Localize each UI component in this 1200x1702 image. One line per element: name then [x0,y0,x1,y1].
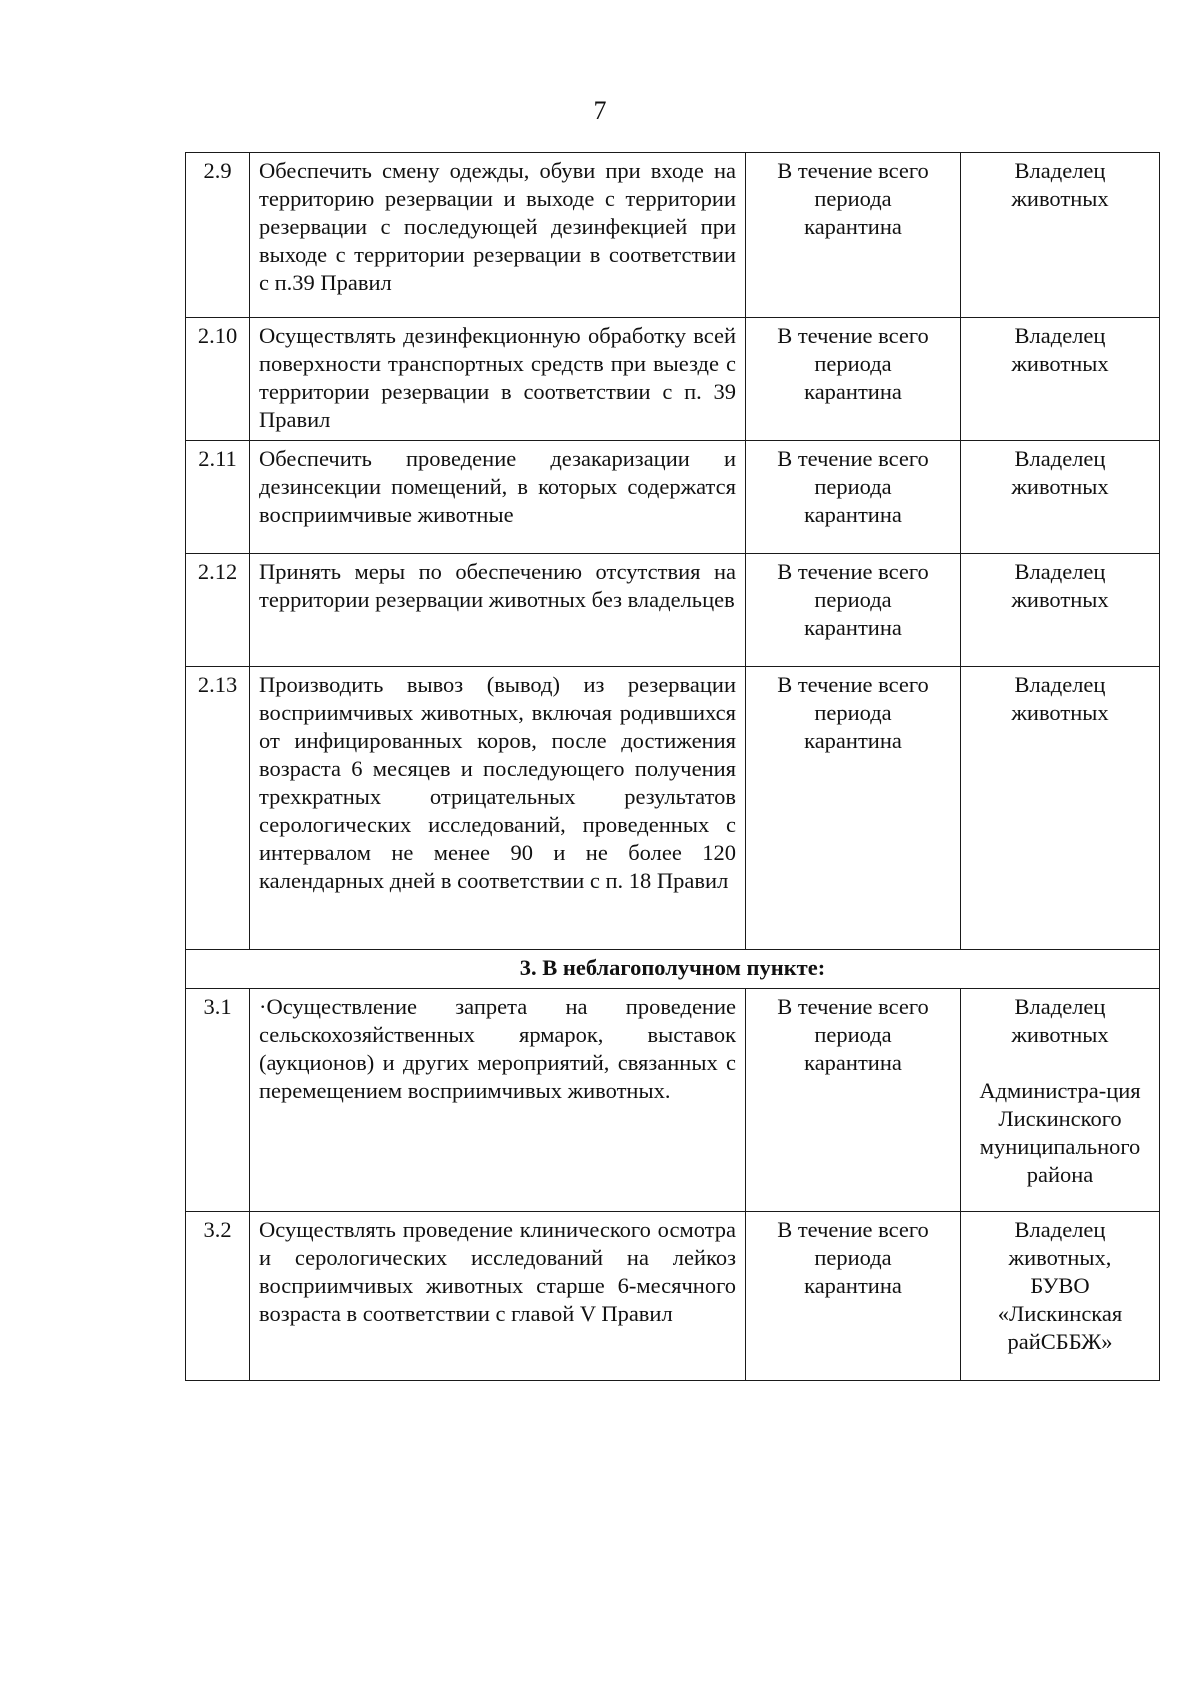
item-term: В течение всего периода карантина [746,318,961,441]
page-number: 7 [593,96,607,125]
item-number: 2.9 [186,153,250,318]
table-row [186,441,1160,554]
item-number: 2.12 [186,554,250,667]
item-number: 2.10 [186,318,250,441]
table-row [186,318,1160,441]
item-responsible: Владелец животных [961,441,1160,554]
item-description: Обеспечить проведение дезакаризации и дезинсекции помещений, в которых содержатся восприимчивые животные [250,441,746,554]
item-number: 3.2 [186,1212,250,1381]
item-responsible: Владелец животных [961,153,1160,318]
table-row [186,989,1160,1212]
item-term: В течение всего периода карантина [746,153,961,318]
section-header-row [186,950,1160,989]
item-term: В течение всего периода карантина [746,441,961,554]
item-term: В течение всего периода карантина [746,554,961,667]
item-description: ·Осуществление запрета на проведение сельскохозяйственных ярмарок, выставок (аукционов) и других мероприятий, связанных с перемещением восприимчивых животных. [250,989,746,1212]
item-number: 2.11 [186,441,250,554]
item-description: Осуществлять проведение клинического осмотра и серологических исследований на лейкоз восприимчивых животных старше 6-месячного возраста в соответствии с главой V Правил [250,1212,746,1381]
item-responsible: Владелец животных Администра-ция Лискинского муниципального района [961,989,1160,1212]
item-responsible: Владелец животных [961,667,1160,950]
table-row [186,554,1160,667]
item-term: В течение всего периода карантина [746,1212,961,1381]
item-responsible: Владелец животных [961,318,1160,441]
item-term: В течение всего периода карантина [746,667,961,950]
item-number: 3.1 [186,989,250,1212]
measures-table [185,152,1160,1381]
item-description: Осуществлять дезинфекционную обработку всей поверхности транспортных средств при выезде с территории резервации в соответствии с п. 39 Правил [250,318,746,441]
item-term: В течение всего периода карантина [746,989,961,1212]
item-number: 2.13 [186,667,250,950]
item-responsible: Владелец животных, БУВО «Лискинская райСББЖ» [961,1212,1160,1381]
table-row [186,153,1160,318]
item-description: Производить вывоз (вывод) из резервации восприимчивых животных, включая родившихся от инфицированных коров, после достижения возраста 6 месяцев и последующего получения трехкратных отрицательных результатов серологических исследований, проведенных с интервалом не менее 90 и не более 120 календарных дней в соответствии с п. 18 Правил [250,667,746,950]
table-row [186,1212,1160,1381]
section-title: 3. В неблагополучном пункте: [186,950,1160,989]
item-description: Обеспечить смену одежды, обуви при входе на территорию резервации и выходе с территории резервации с последующей дезинфекцией при выходе с территории резервации в соответствии с п.39 Правил [250,153,746,318]
item-description: Принять меры по обеспечению отсутствия на территории резервации животных без владельцев [250,554,746,667]
item-responsible: Владелец животных [961,554,1160,667]
table-row [186,667,1160,950]
